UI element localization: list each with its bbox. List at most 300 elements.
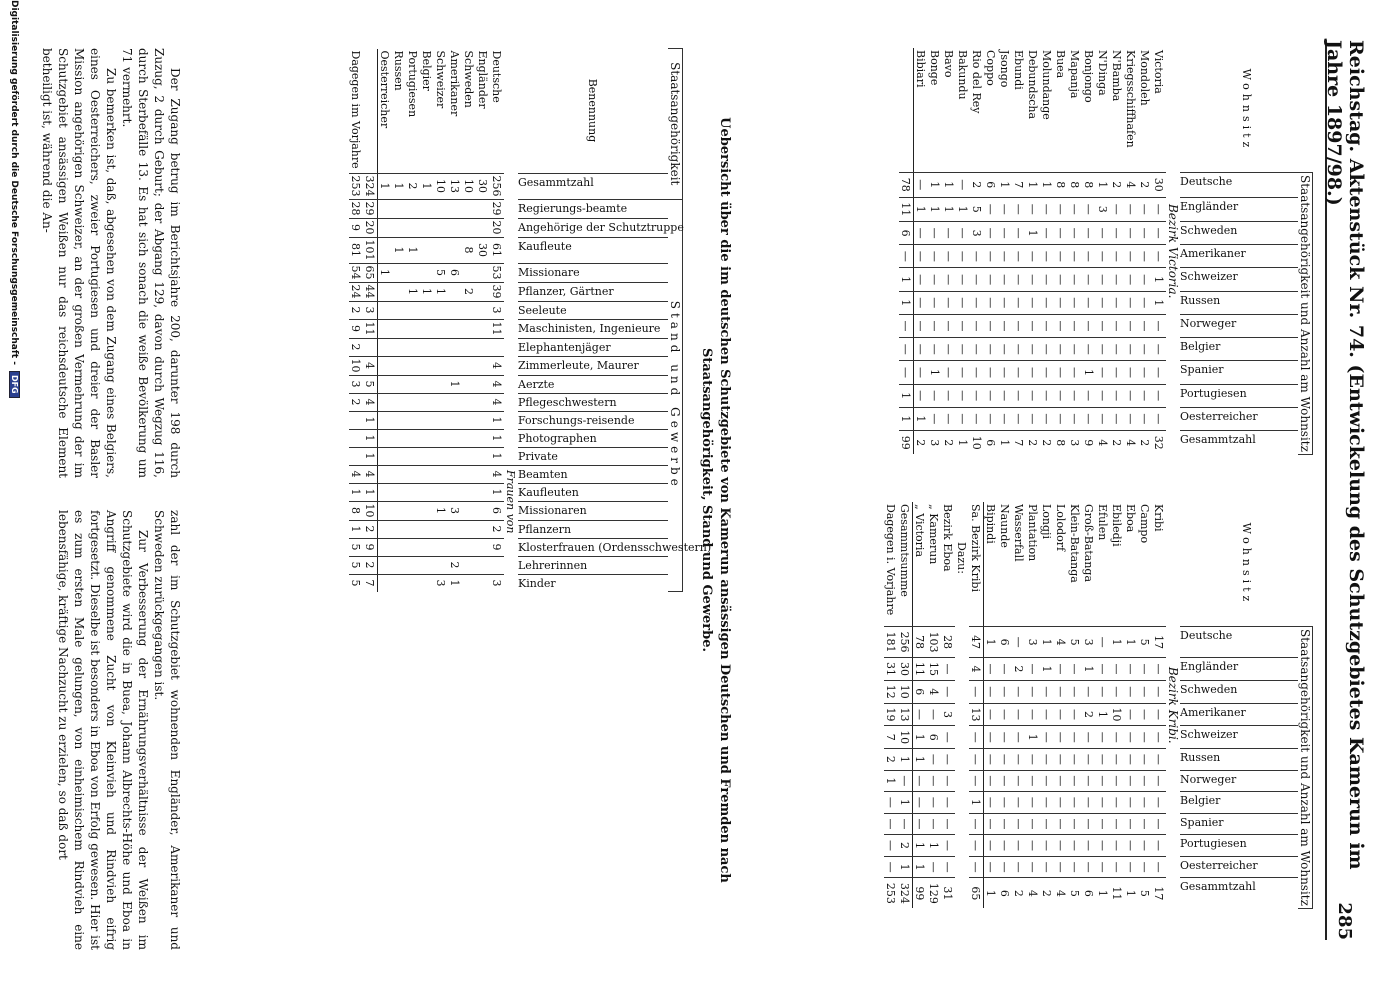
cell-value: —: [984, 703, 999, 726]
cell-value: 1: [448, 375, 462, 393]
cell-value: [476, 319, 490, 338]
column-header-label: Portugiesen: [1180, 837, 1247, 851]
cell-value: 3: [434, 574, 448, 592]
cell-value: 3: [349, 375, 363, 393]
cell-value: —: [1026, 835, 1040, 857]
cell-value: 1: [490, 411, 504, 429]
place-name: Molundange: [1040, 50, 1054, 120]
cell-value: 3: [970, 222, 984, 245]
cell-value: 13: [898, 703, 913, 726]
cell-value: [349, 447, 363, 465]
cell-value: 3: [928, 431, 942, 455]
cell-value: —: [1096, 835, 1110, 857]
cell-value: —: [927, 792, 941, 814]
place-name: Wasserfall: [1012, 504, 1026, 562]
cell-value: —: [1082, 384, 1096, 407]
cell-value: —: [998, 792, 1012, 814]
cell-value: [392, 301, 406, 319]
place-name: Debundscha: [1026, 50, 1040, 120]
column-header-label: Russen: [1180, 293, 1221, 307]
cell-value: —: [998, 658, 1012, 681]
cell-value: 1: [914, 197, 929, 222]
cell-value: [434, 520, 448, 538]
cell-value: 1: [927, 835, 941, 857]
cell-value: [462, 429, 476, 447]
cell-value: [406, 319, 420, 338]
cell-value: [378, 411, 393, 429]
cell-value: 2: [1040, 878, 1054, 909]
column-header-label: Amerikaner: [1180, 705, 1246, 719]
cell-value: [448, 483, 462, 501]
cell-value: —: [998, 245, 1012, 268]
cell-value: 1: [392, 237, 406, 263]
cell-value: —: [1012, 222, 1026, 245]
cell-value: 31: [884, 658, 898, 681]
sum-row: [363, 49, 378, 592]
cell-value: 7: [884, 726, 898, 749]
cell-value: [420, 199, 434, 218]
table-row: [420, 49, 434, 592]
cell-value: [434, 429, 448, 447]
column-header: [518, 556, 668, 574]
cell-value: —: [969, 813, 984, 835]
place-name: Kribi: [1152, 504, 1166, 532]
cell-value: —: [1138, 856, 1152, 878]
cell-value: [420, 556, 434, 574]
column-header-label: Angehörige der Schutztruppe: [518, 220, 684, 234]
cell-value: —: [1124, 792, 1138, 814]
column-header-label: Missionare: [518, 265, 580, 279]
cell-value: [434, 447, 448, 465]
cell-value: 2: [406, 173, 420, 199]
cell-value: —: [969, 726, 984, 749]
cell-value: 1: [998, 431, 1012, 455]
stand-group-header: Stand und Gewerbe: [668, 199, 683, 592]
column-header: [518, 538, 712, 556]
cell-value: [392, 375, 406, 393]
cell-value: —: [1054, 658, 1068, 681]
cell-value: —: [998, 856, 1012, 878]
cell-value: —: [1012, 835, 1026, 857]
cell-value: [406, 574, 420, 592]
column-header: [1180, 658, 1298, 681]
cell-value: [462, 501, 476, 520]
column-header: [1180, 749, 1298, 771]
cell-value: 4: [1026, 878, 1040, 909]
cell-value: —: [1110, 197, 1124, 222]
cell-value: —: [956, 173, 970, 198]
cell-value: —: [956, 268, 970, 291]
cell-value: [392, 263, 406, 282]
cell-value: 1: [1096, 878, 1110, 909]
cell-value: 10: [898, 680, 913, 703]
cell-value: [406, 429, 420, 447]
cell-value: —: [1054, 338, 1068, 361]
cell-value: [378, 501, 393, 520]
column-header-label: Aerzte: [518, 377, 555, 391]
table-row: [1054, 48, 1068, 454]
cell-value: 2: [1110, 173, 1124, 198]
cell-value: —: [899, 245, 914, 268]
cell-value: —: [1124, 314, 1138, 337]
cell-value: [476, 447, 490, 465]
cell-value: —: [1096, 291, 1110, 314]
cell-value: 1: [884, 770, 898, 792]
cell-value: —: [1110, 384, 1124, 407]
table-row: [1012, 48, 1026, 454]
dfg-logo: DFG: [9, 371, 20, 398]
column-header: [518, 173, 668, 199]
cell-value: —: [984, 407, 998, 430]
cell-value: [462, 338, 476, 356]
cell-value: —: [1012, 726, 1026, 749]
place-name: Plantation: [1026, 504, 1040, 562]
column-header: [1180, 726, 1298, 749]
column-header-label: Norweger: [1180, 316, 1237, 330]
cell-value: 1: [378, 173, 393, 199]
cell-value: —: [927, 770, 941, 792]
cell-value: —: [941, 749, 955, 771]
cell-value: 8: [1054, 431, 1068, 455]
cell-value: [392, 465, 406, 483]
cell-value: —: [1152, 361, 1166, 384]
cell-value: [462, 301, 476, 319]
cell-value: [392, 319, 406, 338]
cell-value: —: [998, 407, 1012, 430]
nationality-group-header: Staatsangehörigkeit und Anzahl am Wohnsitz: [1298, 627, 1313, 909]
cell-value: 99: [899, 431, 914, 455]
cell-value: 101: [363, 237, 378, 263]
cell-value: —: [1096, 314, 1110, 337]
cell-value: —: [1040, 749, 1054, 771]
place-name: Mapanja: [1068, 50, 1082, 99]
cell-value: —: [956, 338, 970, 361]
cell-value: —: [927, 813, 941, 835]
cell-value: —: [1138, 726, 1152, 749]
cell-value: —: [1054, 314, 1068, 337]
cell-value: —: [1110, 770, 1124, 792]
cell-value: [462, 356, 476, 375]
cell-value: —: [884, 792, 898, 814]
cell-value: —: [1096, 726, 1110, 749]
cell-value: —: [1040, 407, 1054, 430]
cell-value: [462, 375, 476, 393]
cell-value: —: [1012, 627, 1026, 658]
cell-value: —: [1068, 680, 1082, 703]
cell-value: [378, 199, 393, 218]
column-header-label: Klosterfrauen (Ordensschwestern): [518, 540, 712, 554]
cell-value: —: [1124, 222, 1138, 245]
cell-value: —: [1110, 222, 1124, 245]
cell-value: 61: [490, 237, 504, 263]
cell-value: 1: [913, 749, 928, 771]
cell-value: —: [1096, 361, 1110, 384]
cell-value: [406, 465, 420, 483]
cell-value: —: [1124, 291, 1138, 314]
cell-value: 13: [969, 703, 984, 726]
cell-value: —: [998, 813, 1012, 835]
column-header-label: Kaufleute: [518, 239, 572, 253]
cell-value: [378, 447, 393, 465]
cell-value: [420, 538, 434, 556]
cell-value: —: [1152, 856, 1166, 878]
cell-value: —: [984, 314, 998, 337]
paragraph-zugang: Der Zugang betrug im Berichtsjahre 200, darunter 198 durch Zuzug, 2 durch Geburt; der Abgang 129, davon durch Wegzug 116, durch Sterbefälle 13. Es hat sich sonach die weiße Bevölkerung um 71 vermehrt.: [120, 48, 182, 478]
column-header-label: Forschungs-reisende: [518, 413, 635, 427]
column-header-label: Kaufleuten: [518, 485, 579, 499]
cell-value: [462, 556, 476, 574]
cell-value: [476, 301, 490, 319]
cell-value: —: [1012, 361, 1026, 384]
cell-value: 9: [363, 538, 378, 556]
cell-value: 1: [1040, 627, 1054, 658]
cell-value: [434, 301, 448, 319]
cell-value: —: [1068, 835, 1082, 857]
cell-value: 2: [1138, 173, 1152, 198]
column-header-label: Engländer: [1180, 660, 1239, 674]
cell-value: —: [914, 222, 929, 245]
cell-value: 2: [1110, 431, 1124, 455]
column-header: [1180, 291, 1298, 314]
dazu-label: Dazu:: [955, 542, 969, 574]
column-header: [1180, 173, 1298, 198]
district-section: Bezirk Victoria.: [1166, 203, 1180, 299]
district-row: [941, 502, 955, 908]
cell-value: [462, 447, 476, 465]
column-header-label: Maschinisten, Ingenieure: [518, 321, 661, 335]
cell-value: —: [1012, 770, 1026, 792]
cell-value: [476, 393, 490, 411]
cell-value: [378, 520, 393, 538]
cell-value: —: [1124, 361, 1138, 384]
cell-value: —: [998, 222, 1012, 245]
cell-value: 6: [448, 263, 462, 282]
cell-value: —: [998, 749, 1012, 771]
cell-value: [462, 538, 476, 556]
table-row: [1026, 502, 1040, 908]
cell-value: 4: [490, 375, 504, 393]
column-header: [518, 237, 668, 263]
cell-value: [434, 356, 448, 375]
cell-value: —: [1068, 222, 1082, 245]
cell-value: 1: [363, 411, 378, 429]
cell-value: —: [928, 245, 942, 268]
cell-value: 65: [363, 263, 378, 282]
place-name: Eboa: [1124, 504, 1138, 533]
cell-value: —: [1152, 726, 1166, 749]
cell-value: 4: [1124, 431, 1138, 455]
cell-value: [392, 411, 406, 429]
cell-value: —: [1054, 856, 1068, 878]
table-row: [1068, 48, 1082, 454]
cell-value: 1: [899, 407, 914, 430]
cell-value: —: [984, 726, 999, 749]
cell-value: [448, 538, 462, 556]
cell-value: [490, 338, 504, 356]
cell-value: —: [1026, 245, 1040, 268]
cell-value: —: [998, 197, 1012, 222]
cell-value: [434, 218, 448, 237]
cell-value: 2: [490, 520, 504, 538]
cell-value: 1: [1026, 726, 1040, 749]
cell-value: 7: [1012, 173, 1026, 198]
cell-value: 5: [349, 538, 363, 556]
column-header-label: Deutsche: [1180, 629, 1233, 642]
cell-value: —: [1138, 314, 1152, 337]
cell-value: [490, 556, 504, 574]
stand-gewerbe-table: [349, 48, 712, 592]
cell-value: 2: [1012, 878, 1026, 909]
cell-value: —: [1054, 384, 1068, 407]
cell-value: 1: [434, 501, 448, 520]
cell-value: —: [1068, 361, 1082, 384]
cell-value: 2: [462, 282, 476, 301]
table-row: [1152, 48, 1166, 454]
nationality-name: Portugiesen: [406, 50, 420, 118]
cell-value: [448, 393, 462, 411]
cell-value: [378, 538, 393, 556]
cell-value: —: [914, 245, 929, 268]
place-name: Longji: [1040, 504, 1054, 539]
table-row: [378, 49, 393, 592]
cell-value: 20: [363, 218, 378, 237]
place-name: Bibiari: [914, 50, 928, 88]
cell-value: 1: [1124, 627, 1138, 658]
cell-value: [420, 574, 434, 592]
cell-value: 1: [1026, 222, 1040, 245]
cell-value: 2: [884, 749, 898, 771]
cell-value: —: [928, 407, 942, 430]
cell-value: 44: [363, 282, 378, 301]
cell-value: 20: [490, 218, 504, 237]
cell-value: 11: [899, 197, 914, 222]
cell-value: 4: [490, 393, 504, 411]
cell-value: [476, 538, 490, 556]
stand-gewerbe-table-block: [349, 48, 712, 948]
cell-value: [392, 501, 406, 520]
cell-value: —: [1040, 813, 1054, 835]
cell-value: 1: [899, 384, 914, 407]
cell-value: —: [1138, 197, 1152, 222]
cell-value: —: [928, 222, 942, 245]
table-row: [914, 48, 929, 454]
cell-value: [406, 520, 420, 538]
cell-value: —: [984, 792, 999, 814]
place-name: Gesammtsumme: [898, 502, 913, 627]
column-header: [518, 520, 668, 538]
cell-value: [392, 393, 406, 411]
column-header: [1180, 770, 1298, 792]
cell-value: [406, 556, 420, 574]
cell-value: —: [1054, 703, 1068, 726]
cell-value: 5: [970, 197, 984, 222]
cell-value: —: [1068, 749, 1082, 771]
cell-value: —: [1068, 245, 1082, 268]
cell-value: 5: [1068, 878, 1082, 909]
column-header: [518, 483, 668, 501]
cell-value: 1: [1040, 658, 1054, 681]
cell-value: —: [984, 222, 998, 245]
table-row: [1124, 502, 1138, 908]
cell-value: [378, 574, 393, 592]
page-header: [1323, 40, 1367, 940]
column-header-label: Zimmerleute, Maurer: [518, 358, 639, 372]
column-header: [518, 411, 668, 429]
table-row: [1110, 502, 1124, 908]
cell-value: —: [928, 268, 942, 291]
place-name: Bonjongo: [1082, 50, 1096, 103]
cell-value: —: [1124, 338, 1138, 361]
cell-value: —: [998, 703, 1012, 726]
cell-value: 1: [1152, 268, 1166, 291]
cell-value: [448, 520, 462, 538]
cell-value: 65: [969, 878, 984, 909]
cell-value: [476, 218, 490, 237]
cell-value: —: [1110, 658, 1124, 681]
column-header: [1180, 314, 1298, 337]
cell-value: —: [928, 291, 942, 314]
place-name: „ Victoria: [913, 504, 927, 558]
cell-value: [476, 520, 490, 538]
cell-value: [448, 199, 462, 218]
cell-value: 3: [1026, 627, 1040, 658]
table-row: [1138, 502, 1152, 908]
cell-value: —: [1040, 835, 1054, 857]
cell-value: [448, 356, 462, 375]
cell-value: [448, 429, 462, 447]
page-number: 285: [1334, 902, 1356, 940]
column-header-label: Engländer: [1180, 199, 1239, 213]
cell-value: 9: [1082, 431, 1096, 455]
place-name: „ Kamerun: [927, 504, 941, 565]
place-name: Klein-Batanga: [1068, 504, 1082, 583]
cell-value: —: [898, 813, 913, 835]
cell-value: [434, 556, 448, 574]
cell-value: —: [941, 658, 955, 681]
cell-value: —: [1110, 338, 1124, 361]
cell-value: 2: [1138, 431, 1152, 455]
place-name: Efulen: [1096, 504, 1110, 541]
cell-value: 9: [349, 218, 363, 237]
cell-value: —: [1040, 680, 1054, 703]
table-row: [490, 49, 504, 592]
cell-value: [420, 465, 434, 483]
cell-value: 6: [984, 173, 998, 198]
cell-value: [392, 338, 406, 356]
cell-value: 2: [448, 556, 462, 574]
cell-value: —: [1012, 291, 1026, 314]
cell-value: 1: [349, 483, 363, 501]
cell-value: —: [1068, 658, 1082, 681]
cell-value: —: [914, 314, 929, 337]
cell-value: —: [1082, 291, 1096, 314]
cell-value: [448, 237, 462, 263]
cell-value: 24: [349, 282, 363, 301]
cell-value: —: [1082, 770, 1096, 792]
cell-value: —: [1110, 407, 1124, 430]
cell-value: 4: [1054, 627, 1068, 658]
header-title: Reichstag. Aktenstück Nr. 74. (Entwickelung des Schutzgebietes Kamerun im Jahre 1897/98.): [1323, 40, 1367, 870]
cell-value: 1: [928, 361, 942, 384]
cell-value: [392, 574, 406, 592]
cell-value: —: [1138, 245, 1152, 268]
cell-value: [448, 319, 462, 338]
cell-value: 29: [363, 199, 378, 218]
table-row: [448, 49, 462, 592]
cell-value: 5: [1068, 627, 1082, 658]
cell-value: [476, 429, 490, 447]
cell-value: —: [899, 314, 914, 337]
